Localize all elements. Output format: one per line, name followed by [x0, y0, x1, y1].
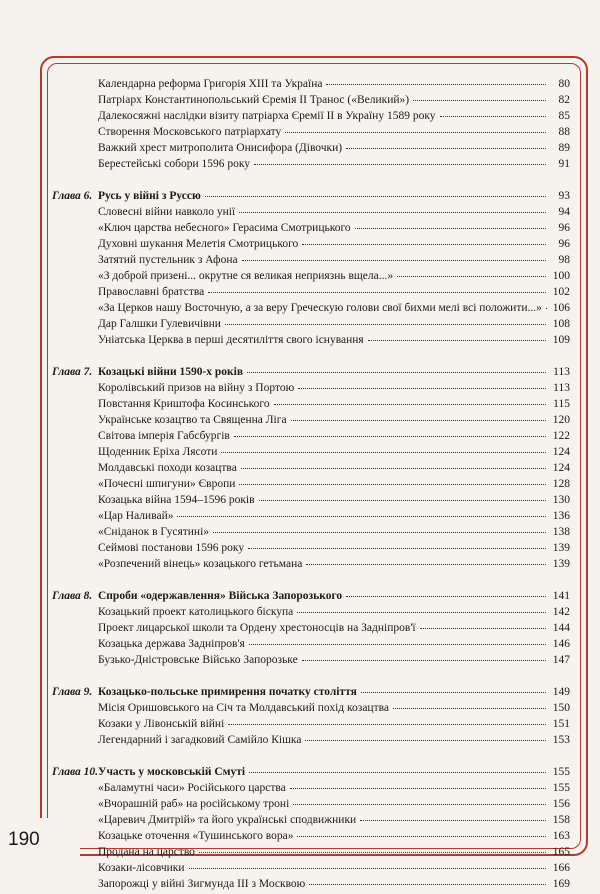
dot-leader	[225, 324, 546, 325]
entry-title: Світова імперія Габсбургів	[98, 430, 230, 442]
page-ref: 91	[550, 158, 570, 170]
dot-leader	[309, 884, 546, 885]
toc-entry	[52, 862, 570, 878]
page-ref: 115	[550, 398, 570, 410]
dot-leader	[291, 420, 546, 421]
dot-leader	[274, 404, 546, 405]
dot-leader	[242, 260, 546, 261]
dot-leader	[420, 628, 546, 629]
entry-title: Королівський призов на війну з Портою	[98, 382, 294, 394]
page-ref: 85	[550, 110, 570, 122]
page-ref: 166	[550, 862, 570, 874]
toc-entry	[52, 654, 570, 670]
dot-leader	[249, 644, 546, 645]
dot-leader	[199, 852, 546, 853]
page-ref: 139	[550, 558, 570, 570]
page-ref: 153	[550, 734, 570, 746]
dot-leader	[285, 132, 546, 133]
entry-title: Щоденник Еріха Лясоти	[98, 446, 217, 458]
toc-entry	[52, 622, 570, 638]
page-ref: 146	[550, 638, 570, 650]
toc-entry	[52, 222, 570, 238]
toc-entry	[52, 382, 570, 398]
dot-leader	[346, 148, 546, 149]
page-ref: 113	[550, 366, 570, 378]
entry-title: Українське козацтво та Священна Ліга	[98, 414, 287, 426]
page-ref: 100	[550, 270, 570, 282]
entry-title: Сеймові постанови 1596 року	[98, 542, 244, 554]
entry-title: Берестейські собори 1596 року	[98, 158, 250, 170]
dot-leader	[297, 836, 546, 837]
entry-title: «Ключ царства небесного» Герасима Смотрицького	[98, 222, 351, 234]
dot-leader	[254, 164, 546, 165]
dot-leader	[305, 740, 546, 741]
page-ref: 93	[550, 190, 570, 202]
page-ref: 130	[550, 494, 570, 506]
entry-title: Словесні війни навколо унії	[98, 206, 235, 218]
toc-entry	[52, 846, 570, 862]
chapter-gap	[52, 750, 570, 766]
chapter-row	[52, 766, 570, 782]
entry-title: Бузько-Дністровське Військо Запорозьке	[98, 654, 298, 666]
chapter-gap	[52, 574, 570, 590]
page-ref: 98	[550, 254, 570, 266]
entry-title: Уніатська Церква в перші десятиліття свого існування	[98, 334, 364, 346]
entry-title: Затятий пустельник з Афона	[98, 254, 238, 266]
toc-entry	[52, 782, 570, 798]
chapter-label: Глава 7.	[52, 366, 98, 378]
page-number: 190	[8, 829, 40, 851]
toc-entry	[52, 158, 570, 174]
chapter-title: Русь у війні з Руссю	[98, 190, 201, 202]
page-ref: 142	[550, 606, 570, 618]
toc-entry	[52, 414, 570, 430]
toc-entry	[52, 126, 570, 142]
page-ref: 149	[550, 686, 570, 698]
dot-leader	[221, 452, 546, 453]
dot-leader	[290, 788, 546, 789]
toc-entry	[52, 702, 570, 718]
page-ref: 141	[550, 590, 570, 602]
entry-title: Далекосяжні наслідки візиту патріарха Єремії II в Україну 1589 року	[98, 110, 436, 122]
entry-title: Проект лицарської школи та Ордену хрестоносців на Задніпров'ї	[98, 622, 416, 634]
toc-entry	[52, 542, 570, 558]
toc-entry	[52, 318, 570, 334]
dot-leader	[397, 276, 546, 277]
page-ref: 144	[550, 622, 570, 634]
entry-title: «Розпечений вінець» козацького гетьмана	[98, 558, 302, 570]
entry-title: Створення Московського патріархату	[98, 126, 281, 138]
chapter-title: Участь у московській Смуті	[98, 766, 245, 778]
entry-title: «Вчорашній раб» на російському троні	[98, 798, 289, 810]
toc-entry	[52, 142, 570, 158]
page-ref: 155	[550, 782, 570, 794]
toc-entry	[52, 558, 570, 574]
page-ref: 124	[550, 446, 570, 458]
chapter-gap	[52, 350, 570, 366]
chapter-label: Глава 8.	[52, 590, 98, 602]
page-ref: 163	[550, 830, 570, 842]
dot-leader	[228, 724, 546, 725]
dot-leader	[205, 196, 546, 197]
dot-leader	[239, 212, 546, 213]
page-ref: 138	[550, 526, 570, 538]
toc-entry	[52, 78, 570, 94]
toc-entry	[52, 110, 570, 126]
entry-title: Патріарх Константинопольський Єремія II Транос («Великий»)	[98, 94, 409, 106]
dot-leader	[293, 804, 546, 805]
toc-entry	[52, 302, 570, 318]
page-ref: 156	[550, 798, 570, 810]
entry-title: «Цар Наливай»	[98, 510, 173, 522]
entry-title: Козацька держава Задніпров'я	[98, 638, 245, 650]
dot-leader	[393, 708, 546, 709]
page-ref: 96	[550, 222, 570, 234]
toc-entry	[52, 254, 570, 270]
dot-leader	[234, 436, 546, 437]
toc-entry	[52, 462, 570, 478]
toc-entry	[52, 718, 570, 734]
page-ref: 151	[550, 718, 570, 730]
chapter-label: Глава 9.	[52, 686, 98, 698]
page-ref: 124	[550, 462, 570, 474]
dot-leader	[360, 820, 546, 821]
toc-entry	[52, 478, 570, 494]
dot-leader	[248, 548, 546, 549]
chapter-gap	[52, 670, 570, 686]
dot-leader	[355, 228, 546, 229]
page-ref: 158	[550, 814, 570, 826]
toc-entry	[52, 814, 570, 830]
entry-title: Козацьке оточення «Тушинського вора»	[98, 830, 293, 842]
page-ref: 155	[550, 766, 570, 778]
dot-leader	[368, 340, 546, 341]
toc-entry	[52, 430, 570, 446]
page-ref: 106	[550, 302, 570, 314]
dot-leader	[413, 100, 546, 101]
dot-leader	[249, 772, 546, 773]
entry-title: Православні братства	[98, 286, 204, 298]
dot-leader	[326, 84, 546, 85]
page-ref: 165	[550, 846, 570, 858]
page-ref: 136	[550, 510, 570, 522]
entry-title: Запорожці у війні Зигмунда III з Москвою	[98, 878, 305, 890]
dot-leader	[302, 660, 546, 661]
page-ref: 96	[550, 238, 570, 250]
dot-leader	[247, 372, 546, 373]
toc-entry	[52, 606, 570, 622]
page-ref: 169	[550, 878, 570, 890]
toc-entry	[52, 830, 570, 846]
dot-leader	[440, 116, 546, 117]
page-ref: 122	[550, 430, 570, 442]
entry-title: Козацька війна 1594–1596 років	[98, 494, 255, 506]
toc-entry	[52, 878, 570, 894]
dot-leader	[302, 244, 546, 245]
chapter-gap	[52, 174, 570, 190]
toc-entry	[52, 446, 570, 462]
entry-title: Духовні шукання Мелетія Смотрицького	[98, 238, 298, 250]
toc-entry	[52, 494, 570, 510]
dot-leader	[346, 596, 546, 597]
chapter-label: Глава 10.	[52, 766, 98, 778]
entry-title: Місія Оришовського на Січ та Молдавський похід козацтва	[98, 702, 389, 714]
page-ref: 128	[550, 478, 570, 490]
entry-title: Важкий хрест митрополита Онисифора (Дівочки)	[98, 142, 342, 154]
dot-leader	[208, 292, 546, 293]
entry-title: Календарна реформа Григорія XIII та Україна	[98, 78, 322, 90]
entry-title: Дар Галшки Гулевичівни	[98, 318, 221, 330]
toc-entry	[52, 238, 570, 254]
chapter-title: Козацькі війни 1590-х років	[98, 366, 243, 378]
dot-leader	[306, 564, 546, 565]
entry-title: Легендарний і загадковий Самійло Кішка	[98, 734, 301, 746]
page-ref: 102	[550, 286, 570, 298]
entry-title: Продана на царство	[98, 846, 195, 858]
dot-leader	[177, 516, 546, 517]
page-ref: 108	[550, 318, 570, 330]
page-ref: 113	[550, 382, 570, 394]
page-ref: 147	[550, 654, 570, 666]
entry-title: «Царевич Дмитрій» та його українські сподвижники	[98, 814, 356, 826]
chapter-title: Спроби «одержавлення» Війська Запорозького	[98, 590, 342, 602]
entry-title: «З доброй призені... окрутне ся великая неприязнь вщела...»	[98, 270, 393, 282]
dot-leader	[213, 532, 546, 533]
dot-leader	[189, 868, 546, 869]
chapter-row	[52, 590, 570, 606]
toc-entry	[52, 286, 570, 302]
toc-entry	[52, 526, 570, 542]
dot-leader	[239, 484, 546, 485]
toc-entry	[52, 94, 570, 110]
toc-entry	[52, 638, 570, 654]
entry-title: Козаки-лісовчики	[98, 862, 185, 874]
page-ref: 89	[550, 142, 570, 154]
toc-entry	[52, 206, 570, 222]
dot-leader	[361, 692, 546, 693]
toc-entry	[52, 510, 570, 526]
page-ref: 82	[550, 94, 570, 106]
entry-title: Козаки у Лівонській війні	[98, 718, 224, 730]
toc-entry	[52, 334, 570, 350]
chapter-row	[52, 686, 570, 702]
page-ref: 109	[550, 334, 570, 346]
dot-leader	[241, 468, 546, 469]
entry-title: «Почесні шпигуни» Європи	[98, 478, 235, 490]
entry-title: Молдавські походи козацтва	[98, 462, 237, 474]
table-of-contents	[52, 78, 570, 894]
toc-entry	[52, 798, 570, 814]
page-ref: 80	[550, 78, 570, 90]
page-ref: 88	[550, 126, 570, 138]
dot-leader	[259, 500, 546, 501]
chapter-row	[52, 366, 570, 382]
entry-title: «Сніданок в Гусятині»	[98, 526, 209, 538]
entry-title: Козацький проект католицького біскупа	[98, 606, 293, 618]
chapter-title: Козацько-польське примирення початку століття	[98, 686, 357, 698]
entry-title: Повстання Криштофа Косинського	[98, 398, 270, 410]
dot-leader	[297, 612, 546, 613]
entry-title: «За Церков нашу Восточную, а за веру Греческую голови свої бихми мелі всі положити...»	[98, 302, 542, 314]
page-ref: 120	[550, 414, 570, 426]
page-ref: 139	[550, 542, 570, 554]
chapter-row	[52, 190, 570, 206]
page-ref: 150	[550, 702, 570, 714]
entry-title: «Баламутні часи» Російського царства	[98, 782, 286, 794]
chapter-label: Глава 6.	[52, 190, 98, 202]
toc-entry	[52, 398, 570, 414]
page-ref: 94	[550, 206, 570, 218]
toc-entry	[52, 734, 570, 750]
dot-leader	[298, 388, 546, 389]
toc-entry	[52, 270, 570, 286]
